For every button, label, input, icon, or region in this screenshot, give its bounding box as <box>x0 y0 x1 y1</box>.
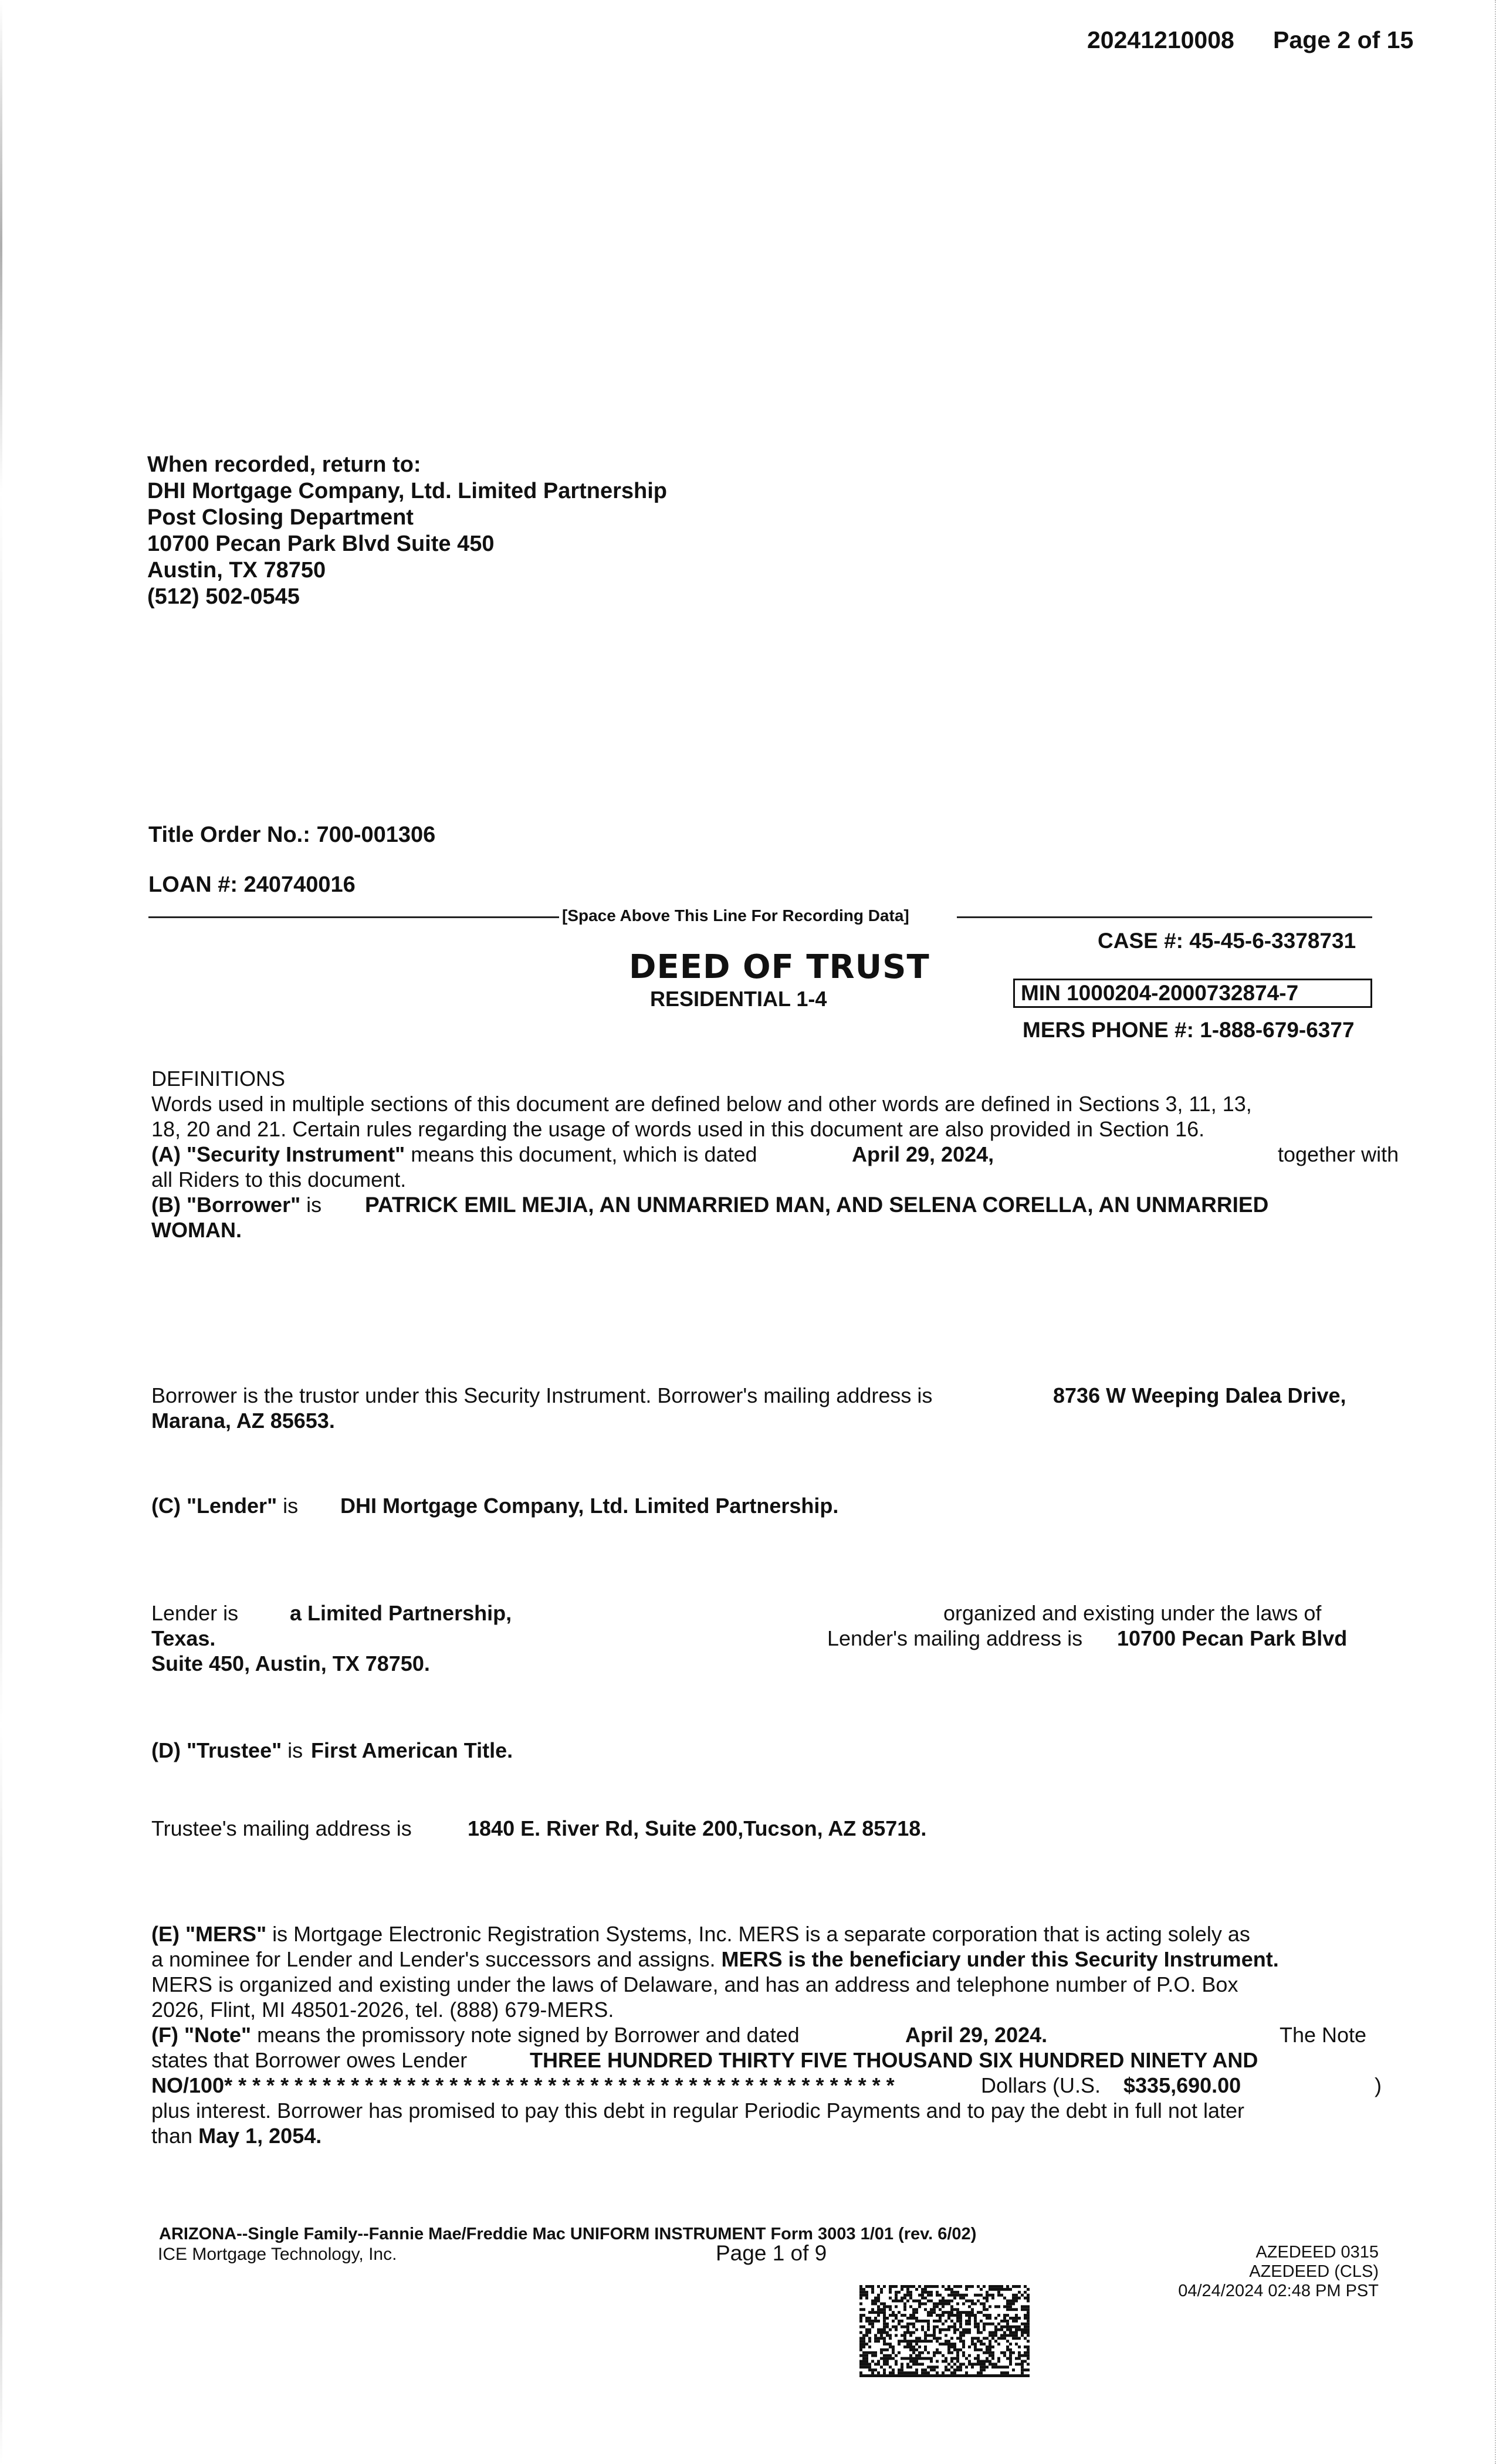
note-amount-words-cont: NO/100* * * * * * * * * * * * * * * * * * * * * * * * * * * * * * * * * * * * * * * * * * * * * * * * <box>151 2073 895 2097</box>
recording-rule-right <box>957 916 1372 918</box>
definitions-intro: 18, 20 and 21. Certain rules regarding the usage of words used in this document are also provided in Section 16. <box>151 1117 1205 1141</box>
document-number: 20241210008 <box>1087 26 1234 53</box>
case-number: CASE #: 45-45-6-3378731 <box>1098 929 1356 953</box>
definition-e-label: (E) "MERS" <box>151 1922 267 1946</box>
scan-edge-left <box>0 0 2 2464</box>
lender-name: DHI Mortgage Company, Ltd. Limited Partnership. <box>340 1494 839 1518</box>
lender-line-1 <box>151 1600 1383 1626</box>
lender-line-2 <box>151 1626 1383 1651</box>
definition-e-line3: MERS is organized and existing under the laws of Delaware, and has an address and telephone number of P.O. Box <box>151 1972 1238 1996</box>
footer-timestamp: 04/24/2024 02:48 PM PST <box>1178 2282 1379 2300</box>
definition-a-text: means this document, which is dated <box>405 1142 757 1166</box>
lender-org: organized and existing under the laws of <box>943 1601 1322 1625</box>
definition-e-text: a nominee for Lender and Lender's successors and assigns. <box>151 1947 722 1971</box>
recording-rule-left <box>148 916 559 918</box>
definition-e-line4: 2026, Flint, MI 48501-2026, tel. (888) 679-MERS. <box>151 1998 614 2022</box>
trustor-block <box>151 1383 1383 1433</box>
definition-e-text: is Mortgage Electronic Registration Systems, Inc. MERS is a separate corporation that is acting solely as <box>266 1922 1250 1946</box>
definition-f-line1 <box>151 2022 1383 2047</box>
definition-e-line2 <box>151 1947 1383 1972</box>
definition-f-line3 <box>151 2073 1383 2098</box>
note-amount-words: THREE HUNDRED THIRTY FIVE THOUSAND SIX HUNDRED NINETY AND <box>530 2048 1258 2072</box>
footer-codes <box>1178 2243 1379 2301</box>
lender-type: a Limited Partnership, <box>290 1601 512 1625</box>
definition-a-line2: all Riders to this document. <box>151 1167 407 1192</box>
scan-edge-right <box>1491 0 1496 2464</box>
definition-c-is: is <box>277 1494 299 1518</box>
close-paren: ) <box>1375 2073 1382 2097</box>
definition-d-is: is <box>282 1738 303 1762</box>
definition-b-is: is <box>300 1193 322 1217</box>
return-address-block <box>147 452 667 610</box>
definition-a-label: (A) "Security Instrument" <box>151 1142 405 1166</box>
return-line: When recorded, return to: <box>147 452 421 477</box>
trustor-text: Borrower is the trustor under this Security Instrument. Borrower's mailing address is <box>151 1383 933 1407</box>
lender-mail-label: Lender's mailing address is <box>827 1626 1083 1650</box>
loan-number: LOAN #: 240740016 <box>148 872 356 897</box>
mers-phone: MERS PHONE #: 1-888-679-6377 <box>1023 1018 1355 1042</box>
definition-f-owes: states that Borrower owes Lender <box>151 2048 468 2072</box>
definitions-block <box>151 1066 1399 1243</box>
definition-f-line4: plus interest. Borrower has promised to pay this debt in regular Periodic Payments and to pay the debt in full not later <box>151 2099 1244 2123</box>
definition-e-line1 <box>151 1921 1383 1947</box>
definition-a-date: April 29, 2024, <box>852 1142 994 1166</box>
form-identifier: ARIZONA--Single Family--Fannie Mae/Freddie Mac UNIFORM INSTRUMENT Form 3003 1/01 (rev. 6/02) <box>159 2225 977 2243</box>
page-indicator: Page 2 of 15 <box>1273 26 1414 53</box>
trustee-address: 1840 E. River Rd, Suite 200,Tucson, AZ 85718. <box>468 1816 927 1840</box>
footer-code: AZEDEED 0315 <box>1255 2243 1379 2262</box>
definition-f-tail: The Note <box>1280 2023 1367 2047</box>
footer-code: AZEDEED (CLS) <box>1249 2262 1379 2281</box>
definition-a <box>151 1142 1399 1167</box>
barcode-2d-icon <box>859 2285 1030 2377</box>
definition-d-label: (D) "Trustee" <box>151 1738 282 1762</box>
return-line: DHI Mortgage Company, Ltd. Limited Partnership <box>147 479 668 503</box>
min-number-box: MIN 1000204-2000732874-7 <box>1013 979 1372 1008</box>
trustee-mail-label: Trustee's mailing address is <box>151 1816 412 1840</box>
definition-c-line <box>151 1493 1383 1518</box>
definition-c-label: (C) "Lender" <box>151 1494 277 1518</box>
trustee-line <box>151 1816 1383 1841</box>
lender-state: Texas. <box>151 1626 216 1650</box>
trustee-address-block <box>151 1816 1383 1841</box>
borrower-address-cont: Marana, AZ 85653. <box>151 1409 335 1433</box>
definition-d <box>151 1738 1383 1763</box>
maturity-date: May 1, 2054. <box>198 2124 322 2148</box>
definition-f-line5 <box>151 2123 1383 2148</box>
borrower-name: PATRICK EMIL MEJIA, AN UNMARRIED MAN, AND SELENA CORELLA, AN UNMARRIED <box>365 1193 1269 1217</box>
return-line: Austin, TX 78750 <box>147 558 326 583</box>
return-line: (512) 502-0545 <box>147 584 300 609</box>
note-amount: $335,690.00 <box>1123 2073 1241 2097</box>
definitions-heading: DEFINITIONS <box>151 1067 286 1091</box>
definition-f-text: means the promissory note signed by Borrower and dated <box>251 2023 800 2047</box>
definition-e-f <box>151 1921 1383 2148</box>
definition-d-line <box>151 1738 1383 1763</box>
definition-b-label: (B) "Borrower" <box>151 1193 301 1217</box>
definition-b <box>151 1192 1383 1217</box>
note-date: April 29, 2024. <box>905 2023 1048 2047</box>
document-subtitle: RESIDENTIAL 1-4 <box>650 987 827 1011</box>
lender-block <box>151 1600 1383 1676</box>
space-above-label: [Space Above This Line For Recording Data] <box>562 906 909 925</box>
document-title: DEED OF TRUST <box>629 948 930 986</box>
than-label: than <box>151 2124 193 2148</box>
return-line: Post Closing Department <box>147 505 414 530</box>
footer-company: ICE Mortgage Technology, Inc. <box>158 2245 397 2264</box>
lender-is: Lender is <box>151 1601 239 1625</box>
definition-c <box>151 1493 1383 1518</box>
lender-address: 10700 Pecan Park Blvd <box>1117 1626 1348 1650</box>
mers-beneficiary-statement: MERS is the beneficiary under this Security Instrument. <box>721 1947 1279 1971</box>
return-line: 10700 Pecan Park Blvd Suite 450 <box>147 532 495 556</box>
trustor-line <box>151 1383 1383 1408</box>
definition-f-line2 <box>151 2047 1383 2073</box>
borrower-name-cont: WOMAN. <box>151 1218 242 1242</box>
footer-page-number: Page 1 of 9 <box>716 2241 827 2265</box>
title-order-number: Title Order No.: 700-001306 <box>148 823 436 847</box>
definitions-intro: Words used in multiple sections of this document are defined below and other words are defined in Sections 3, 11, 13, <box>151 1092 1252 1116</box>
definition-a-tail: together with <box>1278 1142 1399 1166</box>
lender-address-cont: Suite 450, Austin, TX 78750. <box>151 1651 430 1676</box>
borrower-address: 8736 W Weeping Dalea Drive, <box>1053 1383 1346 1407</box>
definition-f-label: (F) "Note" <box>151 2023 252 2047</box>
dollars-label: Dollars (U.S. <box>981 2073 1101 2097</box>
trustee-name: First American Title. <box>311 1738 513 1762</box>
